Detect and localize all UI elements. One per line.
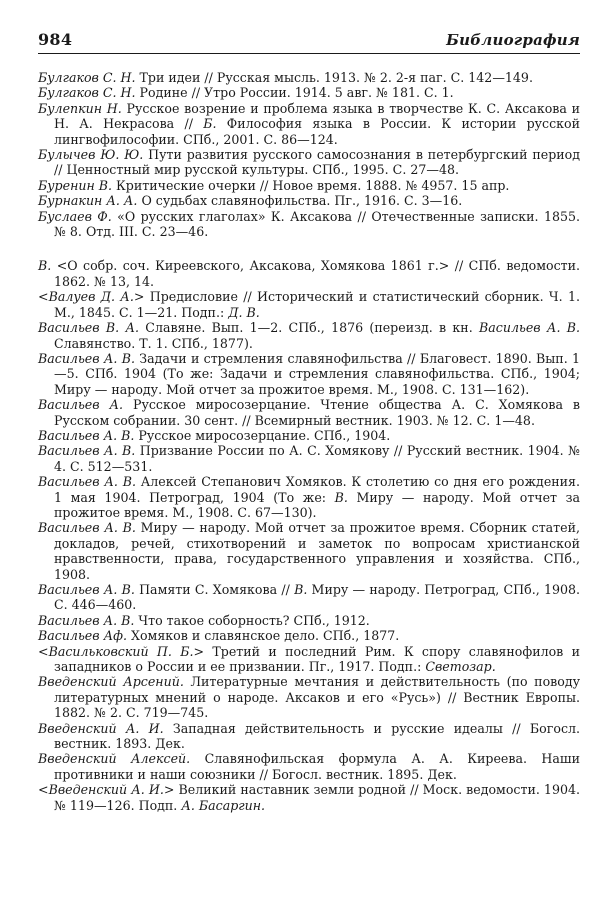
entry-italic-name: Светозар. — [425, 659, 496, 675]
entry-italic-name: Буренин В. — [38, 177, 113, 193]
bibliography-entry — [38, 320, 580, 351]
entry-text: > Третий и последний Рим. К спору славянофилов и западников о России и ее призвании. Пг., 1917. Подп.: — [54, 643, 580, 675]
bibliography-entry — [38, 443, 580, 474]
entry-italic-name: Введенский А. И. — [38, 720, 164, 736]
entry-italic-name: Васильев А. В. — [38, 582, 135, 597]
entry-text: Призвание России по А. С. Хомякову // Русский вестник. 1904. № 4. С. 512—531. — [54, 443, 581, 474]
bibliography-entry — [38, 582, 580, 613]
bibliography-entry — [38, 258, 580, 289]
entry-text: Задачи и стремления славянофильства // Благовест. 1890. Вып. 1—5. СПб. 1904 (То же: Задачи и стремления славянофильства. СПб., 1904; Миру — народу. Мой отчет за прожитое время. М., 1908. С. 131—162). — [54, 350, 581, 397]
entry-text: Русское миросозерцание. СПб., 1904. — [134, 427, 391, 443]
entry-text: Миру — народу. Петроград, СПб., 1908. С. 446—460. — [54, 582, 581, 613]
entry-text: Русское возрение и проблема языка в творчестве К. С. Аксакова и Н. А. Некрасова // — [54, 100, 580, 132]
entry-italic-name: В. — [334, 489, 348, 505]
entry-italic-name: Бурнакин А. А. — [38, 193, 138, 209]
running-head: Библиография — [446, 31, 580, 49]
entry-italic-name: А. Басаргин. — [181, 797, 266, 813]
entry-text: Миру — народу. Мой отчет за прожитое время. М., 1908. С. 67—130). — [54, 489, 580, 520]
entry-italic-name: Д. В. — [228, 304, 260, 320]
entry-italic-name: Введенский Арсений. — [38, 674, 184, 690]
entry-text: Пути развития русского самосознания в петербургский период // Ценностный мир русской культуры. СПб., 1995. С. 27—48. — [54, 147, 580, 178]
entry-italic-name: Васильев Аф. — [38, 628, 127, 644]
bibliography-entry — [38, 674, 580, 720]
entry-text: > Предисловие // Исторический и статистический сборник. Ч. 1. М., 1845. С. 1—21. Подп.: — [54, 289, 580, 320]
page-header — [38, 30, 580, 54]
bibliography-entry — [38, 70, 580, 85]
entry-italic-name: В. — [38, 258, 52, 274]
entry-italic-name: В. — [294, 582, 308, 597]
entry-text: Миру — народу. Мой отчет за прожитое время. Сборник статей, докладов, речей, стихотворений и заметок по вопросам христианской нравственности, права, государственного управления и хозяйства. СПб., 1908. — [54, 520, 580, 582]
entry-text: Алексей Степанович Хомяков. К столетию со дня его рождения. 1 мая 1904. Петроград, 1904 (То же: — [54, 474, 581, 505]
entry-italic-name: Булепкин Н. — [38, 100, 122, 116]
entry-text: Что такое соборность? СПб., 1912. — [134, 612, 370, 628]
entry-text: «О русских глаголах» К. Аксакова // Отечественные записки. 1855. № 8. Отд. III. С. 23—46. — [54, 208, 580, 240]
bibliography-group — [38, 70, 580, 239]
bibliography-entry — [38, 209, 580, 240]
bibliography-list — [38, 70, 580, 813]
entry-text: <О собр. соч. Киреевского, Аксакова, Хомякова 1861 г.> // СПб. ведомости. 1862. № 13, 14. — [51, 258, 580, 289]
entry-text: Русское миросозерцание. Чтение общества А. С. Хомякова в Русском собрании. 30 сент. // Всемирный вестник. 1903. № 12. С. 1—48. — [54, 397, 580, 428]
entry-text: Славянофильская формула А. А. Киреева. Наши противники и наши союзники // Богосл. вестник. 1895. Дек. — [54, 751, 581, 782]
bibliography-entry — [38, 628, 580, 643]
entry-text: Памяти С. Хомякова // — [134, 582, 295, 597]
entry-text: < — [38, 289, 49, 305]
bibliography-entry — [38, 644, 580, 675]
bibliography-entry — [38, 351, 580, 397]
bibliography-entry — [38, 147, 580, 178]
entry-italic-name: Булгаков С. Н. — [38, 70, 136, 85]
bibliography-entry — [38, 520, 580, 582]
entry-italic-name: Васильев В. А. — [38, 320, 139, 336]
entry-text: Славяне. Вып. 1—2. СПб., 1876 (переизд. в кн. — [139, 320, 480, 336]
bibliography-entry — [38, 101, 580, 147]
entry-italic-name: Васильев А. В. — [38, 520, 136, 536]
entry-italic-name: Буслаев Ф. — [38, 208, 112, 224]
entry-italic-name: Булгаков С. Н. — [38, 85, 136, 101]
entry-italic-name: Васильев А. — [38, 397, 124, 413]
entry-text: Критические очерки // Новое время. 1888. № 4957. 15 апр. — [112, 177, 510, 193]
entry-italic-name: Васильковский П. Б. — [48, 643, 194, 659]
entry-italic-name: Валуев Д. А. — [48, 289, 134, 305]
entry-italic-name: Васильев А. В. — [38, 612, 135, 628]
bibliography-entry — [38, 178, 580, 193]
entry-text: < — [38, 782, 49, 798]
bibliography-entry — [38, 289, 580, 320]
entry-italic-name: Васильев А. В. — [38, 427, 135, 443]
entry-text: Славянство. Т. 1. СПб., 1877). — [54, 335, 253, 351]
bibliography-entry — [38, 613, 580, 628]
entry-italic-name: Васильев А. В. — [38, 443, 136, 459]
entry-italic-name: Васильев А. В. — [38, 350, 135, 366]
page-number: 984 — [38, 30, 73, 49]
entry-text: Литературные мечтания и действительность (по поводу литературных мнений о народе. Аксаков и его «Русь») // Вестник Европы. 1882. № 2. С. 719—745. — [54, 674, 580, 721]
entry-text: Западная действительность и русские идеалы // Богосл. вестник. 1893. Дек. — [54, 720, 580, 752]
entry-text: Хомяков и славянское дело. СПб., 1877. — [127, 628, 400, 644]
bibliography-entry — [38, 751, 580, 782]
entry-italic-name: Васильев А. В. — [479, 320, 581, 336]
bibliography-group — [38, 258, 580, 813]
entry-italic-name: Введенский Алексей. — [38, 751, 191, 767]
entry-text: Три идеи // Русская мысль. 1913. № 2. 2-я паг. С. 142—149. — [135, 70, 533, 85]
entry-text: > Великий наставник земли родной // Моск. ведомости. 1904. № 119—126. Подп. — [54, 782, 580, 813]
entry-italic-name: Введенский А. И. — [48, 782, 164, 798]
bibliography-entry — [38, 428, 580, 443]
entry-text: Родине // Утро России. 1914. 5 авг. № 181. С. 1. — [135, 85, 454, 101]
bibliography-entry — [38, 474, 580, 520]
entry-text: О судьбах славянофильства. Пг., 1916. С. 3—16. — [137, 193, 463, 209]
bibliography-entry — [38, 397, 580, 428]
bibliography-entry — [38, 85, 580, 100]
bibliography-entry — [38, 782, 580, 813]
entry-italic-name: Булычев Ю. Ю. — [38, 147, 144, 163]
entry-text: Философия языка в России. К истории русской лингвофилософии. СПб., 2001. С. 86—124. — [54, 116, 581, 147]
bibliography-entry — [38, 193, 580, 208]
entry-text: < — [38, 643, 49, 659]
entry-italic-name: Б. — [203, 116, 217, 132]
entry-italic-name: Васильев А. В. — [38, 474, 136, 490]
bibliography-entry — [38, 721, 580, 752]
